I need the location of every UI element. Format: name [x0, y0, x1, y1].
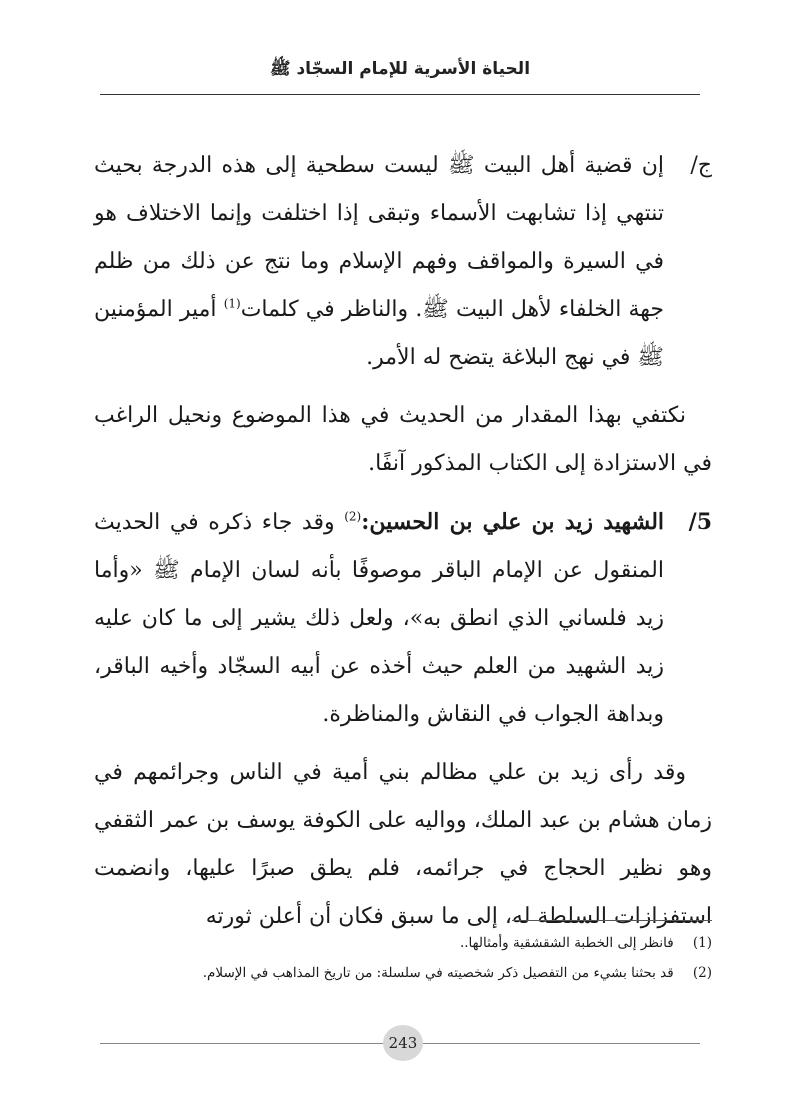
footnote-ref[interactable]: (2) — [344, 509, 362, 524]
footnote-number: (2) — [692, 965, 712, 981]
footnotes — [94, 928, 712, 988]
footnote-ref[interactable]: (1) — [223, 296, 241, 311]
item-text-end: أمير المؤمنين ﷺ في نهج البلاغة يتضح له الأمر. — [94, 297, 664, 370]
footnote-number: (1) — [692, 935, 712, 951]
item-marker: 5/ — [688, 509, 712, 535]
footnote — [94, 958, 712, 988]
page-number: 243 — [383, 1025, 423, 1061]
running-title: الحياة الأسرية للإمام السجّاد ﷺ — [269, 59, 531, 79]
item-heading: الشهيد زيد بن علي بن الحسين: — [361, 509, 665, 535]
list-item-5 — [94, 498, 712, 739]
paragraph — [94, 392, 712, 488]
footnote-text: قد بحثنا بشيء من التفصيل ذكر شخصيته في سلسلة: من تاريخ المذاهب في الإسلام. — [202, 965, 674, 981]
footnote-text: فانظر إلى الخطبة الشقشقية وأمثالها.. — [459, 935, 674, 951]
footnote-rule — [512, 920, 712, 921]
main-text — [94, 142, 712, 951]
paragraph-text: نكتفي بهذا المقدار من الحديث في هذا الموضوع ونحيل الراغب في الاستزادة إلى الكتاب المذكور آنفًا. — [94, 403, 712, 476]
item-text: إن قضية أهل البيت ﷺ ليست سطحية إلى هذه الدرجة بحيث تنتهي إذا تشابهت الأسماء وتبقى إذا اختلفت وإنما الاختلاف هو في السيرة والمواقف وفهم الإسلام وما نتج عن ذلك من ظلم جهة الخلفاء لأهل البيت ﷺ. والناظر في كلمات — [94, 153, 664, 322]
item-marker: ج/ — [690, 153, 712, 178]
paragraph-text: وقد رأى زيد بن علي مظالم بني أمية في الناس وجرائمهم في زمان هشام بن عبد الملك، وواليه على الكوفة يوسف بن عمر الثقفي وهو نظير الحجاج في جرائمه، فلم يطق صبرًا عليها، وانضمت استفزازات السلطة له، إلى ما سبق فكان أن أعلن ثورته — [94, 760, 712, 929]
list-item-c — [94, 142, 712, 382]
footnote — [94, 928, 712, 958]
item-text: وقد جاء ذكره في الحديث المنقول عن الإمام الباقر موصوفًا بأنه لسان الإمام ﷺ «وأما زيد فلساني الذي انطق به»، ولعل ذلك يشير إلى ما كان عليه زيد الشهيد من العلم حيث أخذه عن أبيه السجّاد وأخيه الباقر، وبداهة الجواب في النقاش والمناظرة. — [94, 510, 664, 727]
header-rule — [100, 94, 700, 95]
paragraph — [94, 749, 712, 941]
